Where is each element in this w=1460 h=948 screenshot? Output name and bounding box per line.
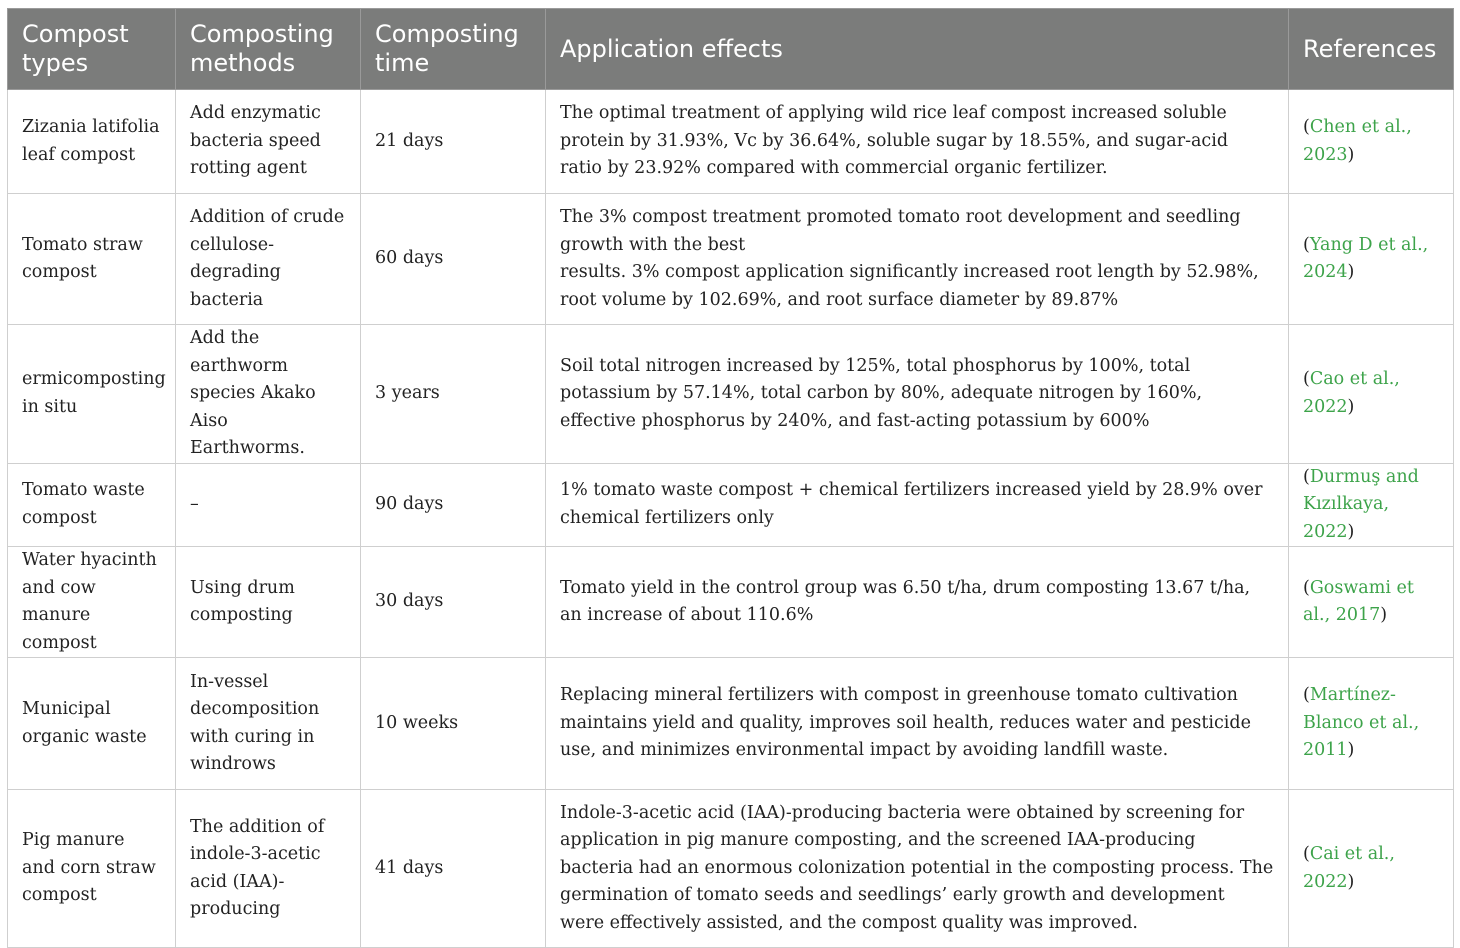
paren-open: (: [1303, 685, 1310, 706]
table-row: [8, 90, 1454, 194]
composting-method-cell: Addition of crude cellulose-degrading bacteria: [176, 194, 361, 325]
paren-close: ): [1347, 262, 1355, 282]
reference-link[interactable]: Martínez-Blanco et al., 2011: [1303, 685, 1420, 761]
paren-close: ): [1347, 871, 1355, 892]
compost-type-cell: Zizania latifolia leaf compost: [8, 90, 176, 194]
reference-link[interactable]: Durmuş and Kızılkaya, 2022: [1303, 466, 1419, 542]
reference-cell: [1289, 325, 1454, 464]
reference-link[interactable]: Chen et al., 2023: [1303, 117, 1412, 165]
header-references: References: [1289, 9, 1454, 90]
application-effects-cell: Replacing mineral fertilizers with compost in greenhouse tomato cultivation maintains yield and quality, improves soil health, reduces water and pesticide use, and minimizes environmental impact by avoiding landfill waste.: [546, 658, 1289, 790]
compost-type-cell: Water hyacinth and cow manure compost: [8, 547, 176, 658]
paren-close: ): [1347, 144, 1355, 165]
table-row: [8, 547, 1454, 658]
reference-link[interactable]: Cai et al., 2022: [1303, 844, 1395, 892]
header-compost-types: Compost types: [8, 9, 176, 90]
composting-time-cell: 3 years: [361, 325, 546, 464]
application-effects-cell: Tomato yield in the control group was 6.50 t/ha, drum composting 13.67 t/ha, an increase of about 110.6%: [546, 547, 1289, 658]
composting-time-cell: 90 days: [361, 463, 546, 547]
reference-cell: [1289, 194, 1454, 325]
compost-type-cell: Municipal organic waste: [8, 658, 176, 790]
application-effects-cell: The optimal treatment of applying wild rice leaf compost increased soluble protein by 31.93%, Vc by 36.64%, soluble sugar by 18.55%, and sugar-acid ratio by 23.92% compared with commercial organic fertilizer.: [546, 90, 1289, 194]
reference-link[interactable]: Yang D et al., 2024: [1303, 234, 1429, 282]
table-row: [8, 194, 1454, 325]
composting-method-cell: The addition of indole-3-acetic acid (IAA)-producing: [176, 790, 361, 948]
composting-method-cell: –: [176, 463, 361, 547]
table-row: [8, 463, 1454, 547]
reference-link[interactable]: Cao et al., 2022: [1303, 369, 1400, 417]
compost-type-cell: Pig manure and corn straw compost: [8, 790, 176, 948]
composting-method-cell: Using drum composting: [176, 547, 361, 658]
application-effects-cell: Soil total nitrogen increased by 125%, total phosphorus by 100%, total potassium by 57.14%, total carbon by 80%, adequate nitrogen by 160%, effective phosphorus by 240%, and fast-acting potassium by 600%: [546, 325, 1289, 464]
reference-link[interactable]: Goswami et al., 2017: [1303, 577, 1414, 625]
composting-method-cell: Add enzymatic bacteria speed rotting agent: [176, 90, 361, 194]
application-effects-cell: The 3% compost treatment promoted tomato root development and seedling growth with the best results. 3% compost application significantly increased root length by 52.98%, root volume by 102.69%, and root surface diameter by 89.87%: [546, 194, 1289, 325]
composting-time-cell: 30 days: [361, 547, 546, 658]
reference-cell: [1289, 658, 1454, 790]
header-composting-time: Composting time: [361, 9, 546, 90]
compost-table: [7, 8, 1454, 948]
compost-type-cell: ermicomposting in situ: [8, 325, 176, 464]
table-row: [8, 658, 1454, 790]
composting-time-cell: 60 days: [361, 194, 546, 325]
paren-open: (: [1303, 466, 1310, 487]
header-application-effects: Application effects: [546, 9, 1289, 90]
reference-cell: [1289, 790, 1454, 948]
reference-cell: [1289, 547, 1454, 658]
compost-type-cell: Tomato straw compost: [8, 194, 176, 325]
composting-time-cell: 21 days: [361, 90, 546, 194]
paren-close: ): [1347, 521, 1355, 542]
composting-time-cell: 10 weeks: [361, 658, 546, 790]
paren-open: (: [1303, 234, 1310, 255]
paren-open: (: [1303, 577, 1310, 598]
composting-time-cell: 41 days: [361, 790, 546, 948]
paren-close: ): [1347, 740, 1355, 761]
table-row: [8, 325, 1454, 464]
application-effects-cell: Indole-3-acetic acid (IAA)-producing bacteria were obtained by screening for application in pig manure composting, and the screened IAA-producing bacteria had an enormous colonization potential in the composting process. The germination of tomato seeds and seedlings’ early growth and development were effectively assisted, and the compost quality was improved.: [546, 790, 1289, 948]
header-composting-methods: Composting methods: [176, 9, 361, 90]
paren-close: ): [1380, 605, 1388, 625]
paren-open: (: [1303, 844, 1310, 864]
composting-method-cell: In-vessel decomposition with curing in windrows: [176, 658, 361, 790]
paren-open: (: [1303, 369, 1310, 390]
table-row: [8, 790, 1454, 948]
header-row: [8, 9, 1454, 90]
composting-method-cell: Add the earthworm species Akako Aiso Earthworms.: [176, 325, 361, 464]
compost-type-cell: Tomato waste compost: [8, 463, 176, 547]
reference-cell: [1289, 90, 1454, 194]
paren-close: ): [1347, 396, 1355, 417]
application-effects-cell: 1% tomato waste compost + chemical fertilizers increased yield by 28.9% over chemical fertilizers only: [546, 463, 1289, 547]
reference-cell: [1289, 463, 1454, 547]
paren-open: (: [1303, 117, 1310, 137]
